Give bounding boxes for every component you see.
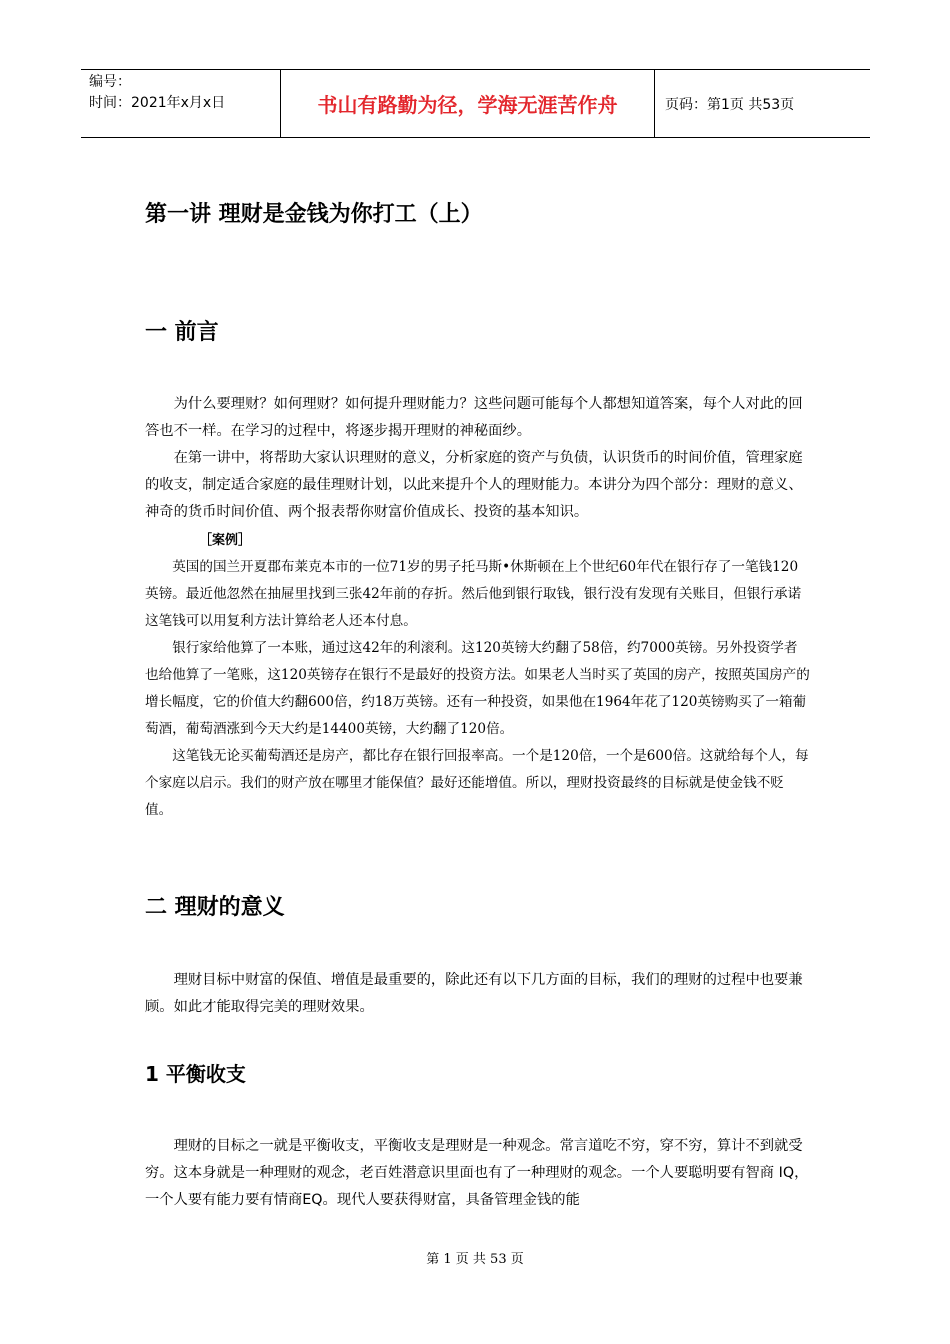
page-header	[81, 69, 870, 138]
header-page-info: 页码：第1页 共53页	[665, 96, 795, 113]
header-motto: 书山有路勤为径，学海无涯苦作舟	[281, 70, 655, 137]
preface-text	[145, 391, 810, 526]
meaning-intro	[145, 967, 810, 1021]
paragraph: 银行家给他算了一本账，通过这42年的利滚利。这120英镑大约翻了58倍，约7000英镑。另外投资学者也给他算了一笔账，这120英镑存在银行不是最好的投资方法。如果老人当时买了英国的房产，按照英国房产的增长幅度，它的价值大约翻600倍，约18万英镑。还有一种投资，如果他在1964年花了120英镑购买了一箱葡萄酒，葡萄酒涨到今天大约是14400英镑，大约翻了120倍。	[145, 640, 810, 737]
header-meta	[81, 70, 281, 137]
paragraph: 在第一讲中，将帮助大家认识理财的意义，分析家庭的资产与负债，认识货币的时间价值，管理家庭的收支，制定适合家庭的最佳理财计划，以此来提升个人的理财能力。本讲分为四个部分：理财的意义、神奇的货币时间价值、两个报表帮你财富价值成长、投资的基本知识。	[145, 450, 803, 520]
paragraph: 理财的目标之一就是平衡收支，平衡收支是理财是一种观念。常言道吃不穷，穿不穷，算计不到就受穷。这本身就是一种理财的观念，老百姓潜意识里面也有了一种理财的观念。一个人要聪明要有智商 IQ，一个人要有能力要有情商EQ。现代人要获得财富，具备管理金钱的能	[145, 1138, 809, 1208]
case-study	[145, 527, 810, 824]
paragraph: 英国的国兰开夏郡布莱克本市的一位71岁的男子托马斯•休斯顿在上个世纪60年代在银行存了一笔钱120英镑。最近他忽然在抽屉里找到三张42年前的存折。然后他到银行取钱，银行没有发现有关账目，但银行承诺这笔钱可以用复利方法计算给老人还本付息。	[145, 559, 802, 629]
case-tag: ［案例］	[199, 533, 252, 548]
paragraph: 理财目标中财富的保值、增值是最重要的，除此还有以下几方面的目标，我们的理财的过程中也要兼顾。如此才能取得完美的理财效果。	[145, 972, 803, 1015]
subsection-heading-balance: 1 平衡收支	[145, 1062, 246, 1086]
section-heading-preface: 一 前言	[145, 320, 219, 345]
date-label: 时间：2021年x月x日	[89, 95, 226, 111]
paragraph: 这笔钱无论买葡萄酒还是房产，都比存在银行回报率高。一个是120倍，一个是600倍。这就给每个人，每个家庭以启示。我们的财产放在哪里才能保值？最好还能增值。所以，理财投资最终的目标就是使金钱不贬值。	[145, 748, 809, 818]
page-footer: 第 1 页 共 53 页	[426, 1252, 524, 1267]
paragraph: 为什么要理财？如何理财？如何提升理财能力？这些问题可能每个人都想知道答案，每个人对此的回答也不一样。在学习的过程中，将逐步揭开理财的神秘面纱。	[145, 396, 803, 439]
code-label: 编号：	[89, 74, 131, 90]
document-title: 第一讲 理财是金钱为你打工（上）	[145, 202, 483, 227]
balance-text	[145, 1133, 810, 1214]
section-heading-meaning: 二 理财的意义	[145, 895, 285, 920]
